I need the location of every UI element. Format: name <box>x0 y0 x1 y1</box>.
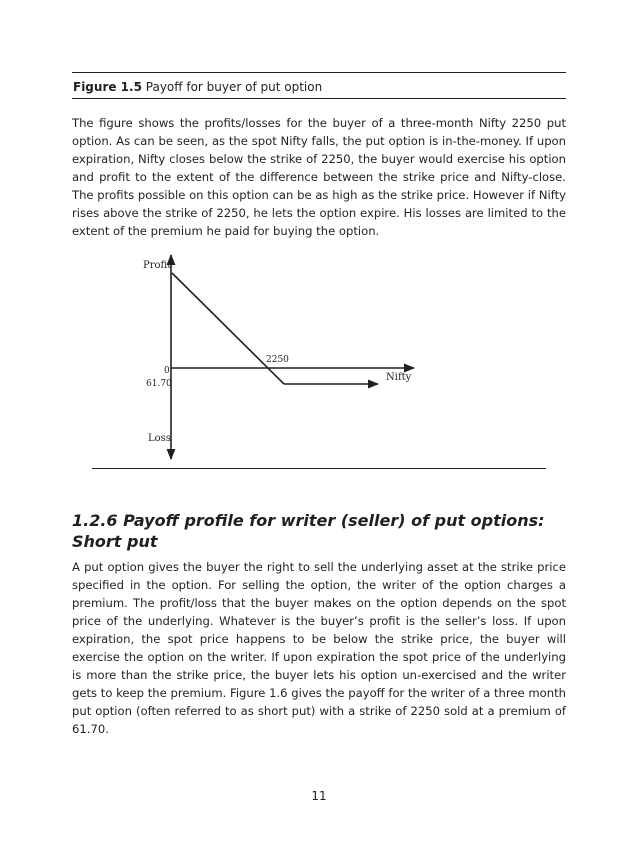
figure-description-paragraph: The figure shows the profits/losses for the buyer of a three-month Nifty 2250 put option. As can be seen, as the spot Nifty falls, the put option is in-the-money. If upon expiration, Nifty closes below the strike of 2250, the buyer would exercise his option and profit to the extent of the difference between the strike price and Nifty-close. The profits possible on this option can be as high as the strike price. However if Nifty rises above the strike of 2250, he lets the option expire. His losses are limited to the extent of the premium he paid for buying the option. <box>72 116 566 238</box>
figure-label: Figure 1.5 <box>73 80 142 94</box>
strike-label: 2250 <box>266 355 289 365</box>
figure-bottom-rule <box>92 468 546 469</box>
page-number: 11 <box>311 789 327 803</box>
premium-label: 61.70 <box>146 379 172 389</box>
figure-caption-text: Payoff for buyer of put option <box>145 80 323 94</box>
y-axis-label-profit: Profit <box>143 260 172 271</box>
section-heading: 1.2.6 Payoff profile for writer (seller) of put options: Short put <box>72 511 545 551</box>
short-put-paragraph: A put option gives the buyer the right to sell the underlying asset at the strike price specified in the option. For selling the option, the writer of the option charges a premium. The profit/loss that the buyer makes on the option depends on the spot price of the underlying. Whatever is the buyer’s profit is the seller’s loss. If upon expiration, the spot price happens to be below the strike price, the buyer will exercise the option on the writer. If upon expiration the spot price of the underlying is more than the strike price, the buyer lets his option un-exercised and the writer gets to keep the premium. Figure 1.6 gives the payoff for the writer of a three month put option (often referred to as short put) with a strike of 2250 sold at a premium of 61.70. <box>72 560 566 736</box>
y-axis-label-loss: Loss <box>148 433 171 444</box>
zero-label: 0 <box>164 366 170 376</box>
x-axis-label-nifty: Nifty <box>386 372 412 383</box>
